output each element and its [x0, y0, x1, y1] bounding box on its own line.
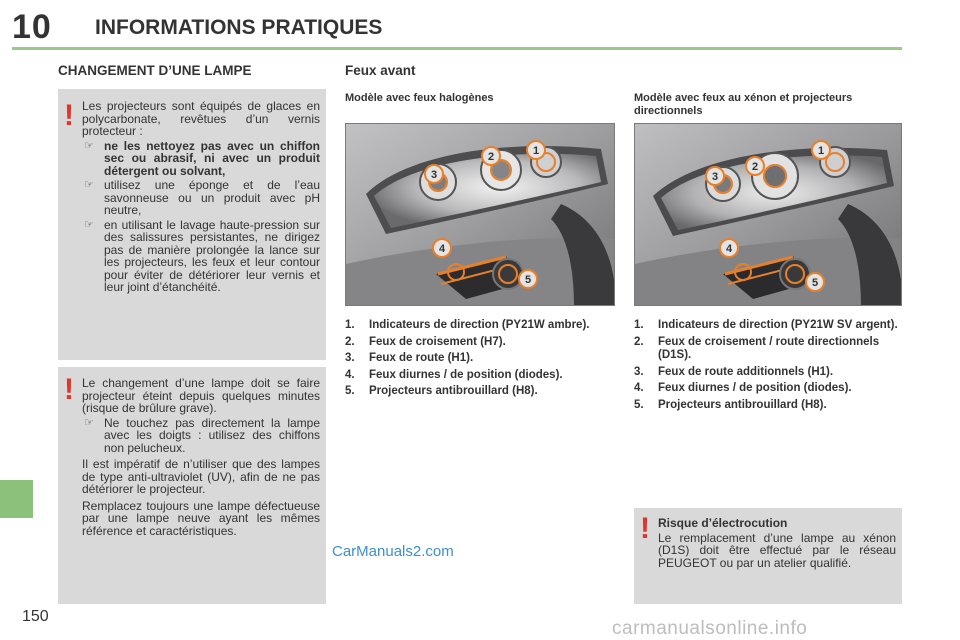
section-title: CHANGEMENT D’UNE LAMPE — [58, 63, 252, 78]
list-item-number: 4. — [345, 368, 355, 381]
pointing-hand-icon: ☞ — [84, 416, 94, 429]
halogen-lamp-list — [345, 319, 610, 402]
warning-box-lamp-change — [58, 367, 326, 604]
warning-bullet-text: Ne touchez pas directement la lampe avec les doigts : utilisez des chiffons non pelucheux. — [104, 415, 320, 455]
list-item-number: 2. — [634, 335, 644, 348]
marker-label: 5 — [524, 274, 532, 286]
list-item-text: Feux de route (H1). — [369, 352, 474, 364]
list-item — [634, 366, 899, 380]
warning-exclamation-icon: ! — [640, 512, 650, 545]
warning-bullet — [82, 219, 320, 294]
list-item-number: 3. — [345, 352, 355, 364]
list-item — [345, 336, 610, 350]
warning-box-polycarbonate — [58, 89, 326, 360]
feux-avant-title: Feux avant — [345, 63, 416, 78]
chapter-side-tab — [0, 480, 33, 518]
list-item — [634, 336, 899, 363]
header-rule — [12, 47, 902, 50]
warning-paragraph: Il est impératif de n’utiliser que des lampes de type anti-ultraviolet (UV), afin de ne pas détériorer le projecteur. — [82, 457, 320, 496]
list-item — [345, 319, 610, 333]
list-item-text: Indicateurs de direction (PY21W ambre). — [369, 319, 590, 331]
watermark-carmanuals2[interactable]: CarManuals2.com — [332, 543, 454, 560]
marker-label: 5 — [811, 277, 819, 289]
watermark-carmanualsonline: carmanualsonline.info — [612, 618, 808, 639]
warning-text — [82, 377, 320, 539]
list-item — [634, 382, 899, 396]
warning-intro: Le changement d’une lampe doit se faire projecteur éteint depuis quelques minutes (risque de brûlure grave). — [82, 376, 320, 415]
chapter-title: INFORMATIONS PRATIQUES — [95, 16, 383, 39]
warning-bullet — [82, 140, 320, 178]
list-item-text: Feux diurnes / de position (diodes). — [658, 382, 852, 394]
marker-label: 3 — [711, 171, 719, 183]
warning-bullet-text: utilisez une éponge et de l’eau savonneuse ou un produit avec pH neutre, — [104, 178, 320, 217]
list-item-text: Feux de croisement / route directionnels (D1S). — [658, 335, 880, 361]
warning-exclamation-icon: ! — [64, 373, 74, 406]
list-item-number: 5. — [634, 398, 644, 411]
list-item — [345, 369, 610, 383]
list-item-text: Feux diurnes / de position (diodes). — [369, 368, 563, 381]
warning-exclamation-icon: ! — [64, 99, 74, 132]
warning-intro: Les projecteurs sont équipés de glaces en polycarbonate, revêtues d’un vernis protecteur : — [82, 99, 320, 138]
chapter-number: 10 — [12, 8, 52, 46]
risk-text — [658, 517, 896, 571]
list-item-text: Indicateurs de direction (PY21W SV argent). — [658, 319, 898, 331]
list-item-number: 1. — [345, 319, 355, 331]
marker-label: 3 — [430, 169, 438, 181]
marker-label: 2 — [751, 161, 759, 173]
page-number: 150 — [22, 608, 49, 625]
halogen-headlight-illustration — [346, 124, 615, 306]
marker-label: 2 — [487, 151, 495, 163]
list-item-number: 1. — [634, 319, 644, 331]
marker-label: 4 — [438, 243, 446, 255]
warning-bullet — [82, 417, 320, 455]
list-item — [634, 399, 899, 413]
marker-label: 1 — [817, 145, 825, 157]
list-item — [634, 319, 899, 333]
list-item-text: Feux de croisement (H7). — [369, 335, 506, 348]
pointing-hand-icon: ☞ — [84, 179, 94, 191]
list-item-number: 2. — [345, 335, 355, 348]
risk-box-electrocution — [634, 508, 902, 604]
list-item-text: Feux de route additionnels (H1). — [658, 365, 834, 378]
xenon-model-title: Modèle avec feux au xénon et projecteurs directionnels — [634, 92, 853, 117]
warning-text — [82, 100, 320, 294]
warning-bullet — [82, 179, 320, 217]
risk-title: Risque d’électrocution — [658, 516, 788, 530]
pointing-hand-icon: ☞ — [84, 139, 94, 152]
pointing-hand-icon: ☞ — [84, 218, 94, 231]
list-item-number: 4. — [634, 382, 644, 394]
risk-paragraph: Le remplacement d’une lampe au xénon (D1S) doit être effectué par le réseau PEUGEOT ou par un atelier qualifié. — [658, 530, 896, 570]
list-item-number: 3. — [634, 365, 644, 378]
warning-bullet-text: en utilisant le lavage haute-pression sur des salissures persistantes, ne dirigez pas de manière prolongée la lance sur les projecteurs, les feux et leur contour pour éviter de détériorer leur vernis et leur joint d’étanchéité. — [104, 217, 320, 294]
xenon-headlight-photo — [634, 123, 902, 306]
list-item — [345, 352, 610, 366]
list-item-number: 5. — [345, 385, 355, 397]
list-item-text: Projecteurs antibrouillard (H8). — [369, 385, 538, 397]
warning-paragraph: Remplacez toujours une lampe défectueuse par une lampe neuve ayant les mêmes référence et caractéristiques. — [82, 498, 320, 538]
xenon-headlight-illustration — [635, 124, 902, 306]
marker-label: 4 — [725, 243, 733, 255]
xenon-lamp-list — [634, 319, 899, 415]
list-item — [345, 385, 610, 399]
marker-label: 1 — [532, 145, 540, 157]
halogen-headlight-photo — [345, 123, 615, 306]
halogen-model-title: Modèle avec feux halogènes — [345, 92, 494, 104]
list-item-text: Projecteurs antibrouillard (H8). — [658, 398, 827, 411]
warning-bullet-text: ne les nettoyez pas avec un chiffon sec ou abrasif, ni avec un produit détergent ou solvant, — [104, 138, 320, 178]
